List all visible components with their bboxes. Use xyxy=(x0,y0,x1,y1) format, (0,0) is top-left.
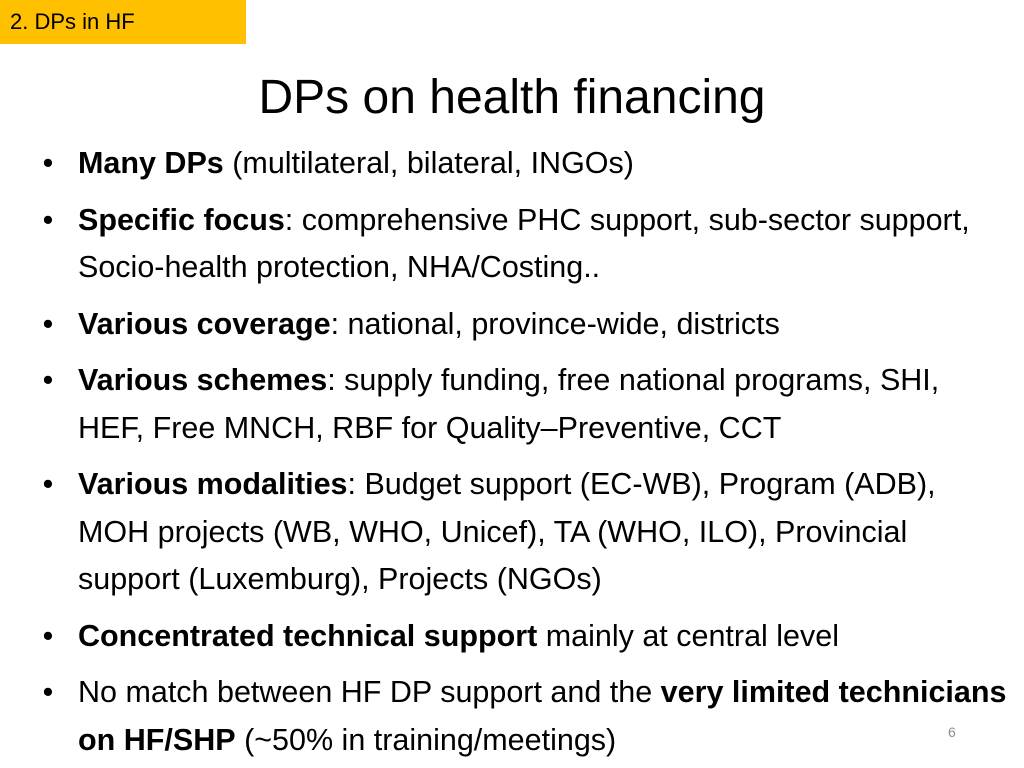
bullet-item-various-schemes xyxy=(38,357,1008,452)
bullet-item-no-match xyxy=(38,669,1008,764)
bullet-item-specific-focus xyxy=(38,197,1008,292)
bullet-text: No match between HF DP support and the xyxy=(78,675,661,709)
bullet-bold-text: Various schemes xyxy=(78,363,328,397)
bullet-bold-text: Various modalities xyxy=(78,467,348,501)
bullet-text: (multilateral, bilateral, INGOs) xyxy=(223,146,634,180)
bullet-item-many-dps xyxy=(38,140,1008,188)
bullet-bold-text: Concentrated technical support xyxy=(78,618,538,653)
bullet-text: : national, province-wide, districts xyxy=(330,306,780,341)
slide-title: DPs on health financing xyxy=(258,71,766,124)
page-number: 6 xyxy=(948,724,956,740)
bullet-bold-text: Many DPs xyxy=(78,146,224,180)
bullet-icon: • xyxy=(42,675,54,709)
bullet-item-various-coverage xyxy=(38,301,1008,349)
bullet-icon: • xyxy=(42,467,54,501)
bullet-text: : comprehensive PHC support, sub-sector support, Socio-health protection, NHA/Costing.. xyxy=(78,202,970,284)
bullet-icon: • xyxy=(42,618,54,653)
bullet-item-various-modalities xyxy=(38,461,1008,604)
bullet-text: (~50% in training/meetings) xyxy=(235,722,617,757)
bullet-bold-text: very limited technicians on HF/SHP xyxy=(78,675,1007,757)
bullet-text: : Budget support (EC-WB), Program (ADB), MOH projects (WB, WHO, Unicef), TA (WHO, ILO), Provincial support (Luxemburg), Projects (NGOs) xyxy=(78,467,936,596)
bullet-icon: • xyxy=(42,146,54,180)
bullet-list xyxy=(38,140,1008,768)
bullet-bold-text: Specific focus xyxy=(78,202,285,237)
section-tag: 2. DPs in HF xyxy=(0,0,246,44)
bullet-text: mainly at central level xyxy=(537,618,840,653)
bullet-icon: • xyxy=(42,202,54,237)
bullet-item-concentrated-support xyxy=(38,613,1008,661)
bullet-icon: • xyxy=(42,363,54,397)
bullet-bold-text: Various coverage xyxy=(78,306,331,341)
bullet-icon: • xyxy=(42,306,54,341)
bullet-text: : supply funding, free national programs, SHI, HEF, Free MNCH, RBF for Quality–Preventive, CCT xyxy=(78,363,940,445)
